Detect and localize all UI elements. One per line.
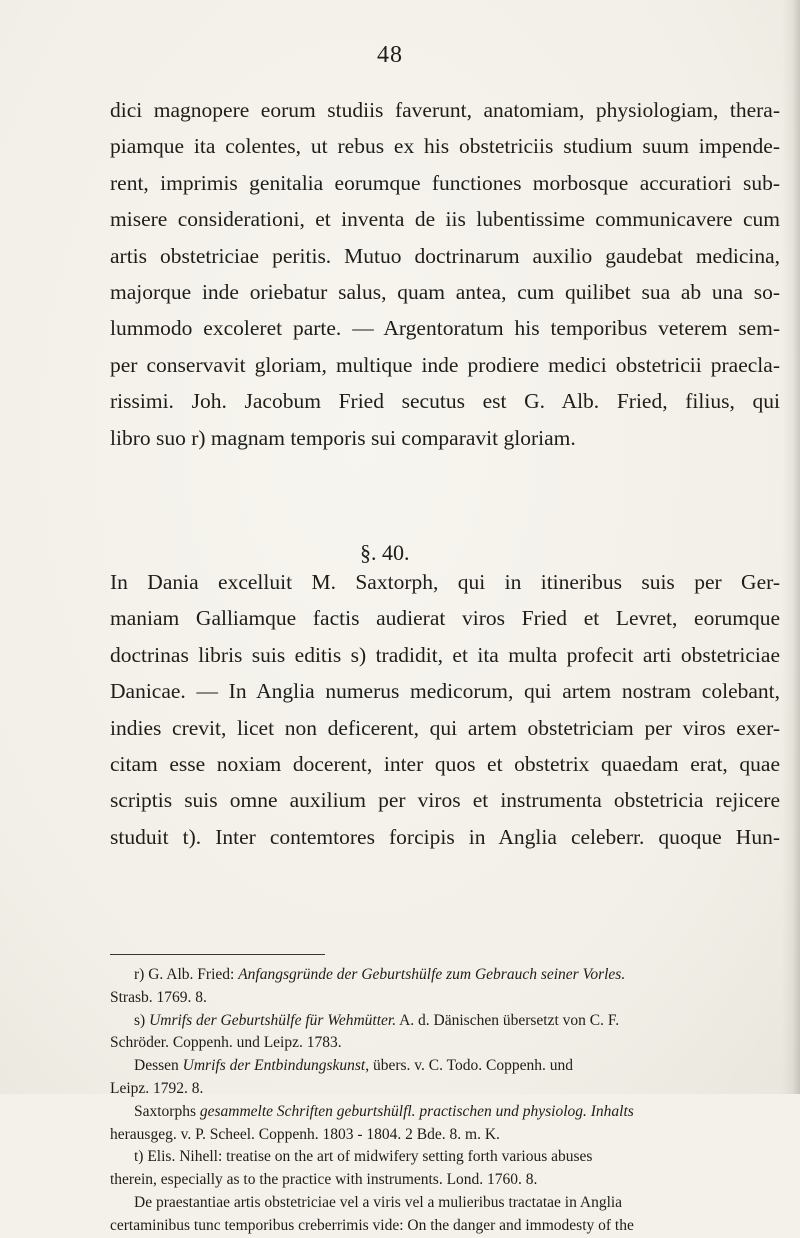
footnote-s-dessen-author: Dessen [134, 1057, 183, 1075]
footnote-t-line: therein, especially as to the practice with instruments. Lond. 1760. 8. [110, 1171, 538, 1189]
footnote-s-dessen-imprint: Leipz. 1792. 8. [110, 1079, 204, 1097]
paragraph-1-line: per conservavit gloriam, multique inde prodiere medici obstetricii praecla- [110, 352, 780, 377]
footnote-rule [110, 954, 325, 955]
footnote-t-line: certaminibus tunc temporibus creberrimis vide: On the danger and immodesty of the [110, 1216, 634, 1234]
paragraph-1-line: misere considerationi, et inventa de iis lubentissime communicavere cum [110, 207, 780, 232]
paragraph-2-line: Danicae. — In Anglia numerus medicorum, qui artem nostram colebant, [110, 679, 780, 704]
footnote-s-mark: s) [134, 1011, 150, 1029]
paragraph-1 [110, 92, 780, 456]
paragraph-1-line: lummodo excoleret parte. — Argentoratum his temporibus veterem sem- [110, 316, 780, 341]
paragraph-1-line: piamque ita colentes, ut rebus ex his obstetriciis studium suum impende- [110, 134, 780, 159]
footnote-s-imprint: Schröder. Coppenh. und Leipz. 1783. [110, 1034, 342, 1052]
footnote-s-dessen [110, 1055, 780, 1078]
paragraph-2 [110, 564, 780, 855]
paragraph-2-line: studuit t). Inter contemtores forcipis in Anglia celeberr. quoque Hun- [110, 824, 780, 849]
footnote-s-dessen-note: , übers. v. C. Todo. Coppenh. und [365, 1057, 573, 1075]
footnote-s-dessen-title: Umrifs der Entbindungskunst [182, 1057, 366, 1075]
footnote-r-imprint: Strasb. 1769. 8. [110, 988, 207, 1006]
footnote-s-saxtorph-imprint: herausgeg. v. P. Scheel. Coppenh. 1803 - 1804. 2 Bde. 8. m. K. [110, 1125, 500, 1143]
paragraph-1-line: artis obstetriciae peritis. Mutuo doctrinarum auxilio gaudebat medicina, [110, 243, 780, 268]
footnote-s-title: Umrifs der Geburtshülfe für Wehmütter. [149, 1011, 397, 1029]
paragraph-2-line: citam esse noxiam docerent, inter quos et obstetrix quaedam erat, quae [110, 752, 780, 777]
footnote-r-author: r) G. Alb. Fried: [134, 966, 239, 983]
paragraph-2-line: In Dania excelluit M. Saxtorph, qui in itineribus suis per Ger- [110, 570, 780, 594]
paragraph-1-line: libro suo r) magnam temporis sui comparavit gloriam. [110, 425, 576, 450]
footnote-r [110, 964, 780, 987]
paragraph-2-line: doctrinas libris suis editis s) tradidit, et ita multa profecit arti obstetriciae [110, 642, 780, 667]
footnote-s-saxtorph-title: gesammelte Schriften geburtshülfl. practischen und physiolog. Inhalts [199, 1102, 634, 1120]
paragraph-2-line: indies crevit, licet non deficerent, qui artem obstetriciam per viros exer- [110, 715, 780, 740]
paragraph-2-line: scriptis suis omne auxilium per viros et instrumenta obstetricia rejicere [110, 788, 780, 813]
footnote-s [110, 1010, 780, 1033]
footnote-t-line: De praestantiae artis obstetriciae vel a viris vel a mulieribus tractatae in Anglia [134, 1193, 623, 1211]
footnotes [110, 964, 780, 1238]
paragraph-1-line: majorque inde oriebatur salus, quam antea, cum quilibet sua ab una so- [110, 280, 780, 305]
paragraph-1-line: rent, imprimis genitalia eorumque functiones morbosque accuratiori sub- [110, 170, 780, 195]
page-number: 48 [377, 42, 403, 68]
footnote-s-saxtorph [110, 1101, 780, 1124]
footnote-s-saxtorph-author: Saxtorphs [134, 1102, 200, 1120]
paragraph-1-line: dici magnopere eorum studiis faverunt, anatomiam, physiologiam, thera- [110, 98, 780, 122]
paragraph-2-line: maniam Galliamque factis audierat viros Fried et Levret, eorumque [110, 606, 780, 631]
paragraph-1-line: rissimi. Joh. Jacobum Fried secutus est G. Alb. Fried, filius, qui [110, 389, 780, 414]
page-edge-shadow [782, 0, 800, 1094]
footnote-s-note: A. d. Dänischen übersetzt von C. F. [396, 1011, 620, 1029]
footnote-t: t) Elis. Nihell: treatise on the art of midwifery setting forth various abuses [134, 1148, 593, 1166]
section-heading: §. 40. [360, 540, 410, 565]
footnote-r-title: Anfangsgründe der Geburtshülfe zum Gebrauch seiner Vorles. [238, 966, 626, 983]
